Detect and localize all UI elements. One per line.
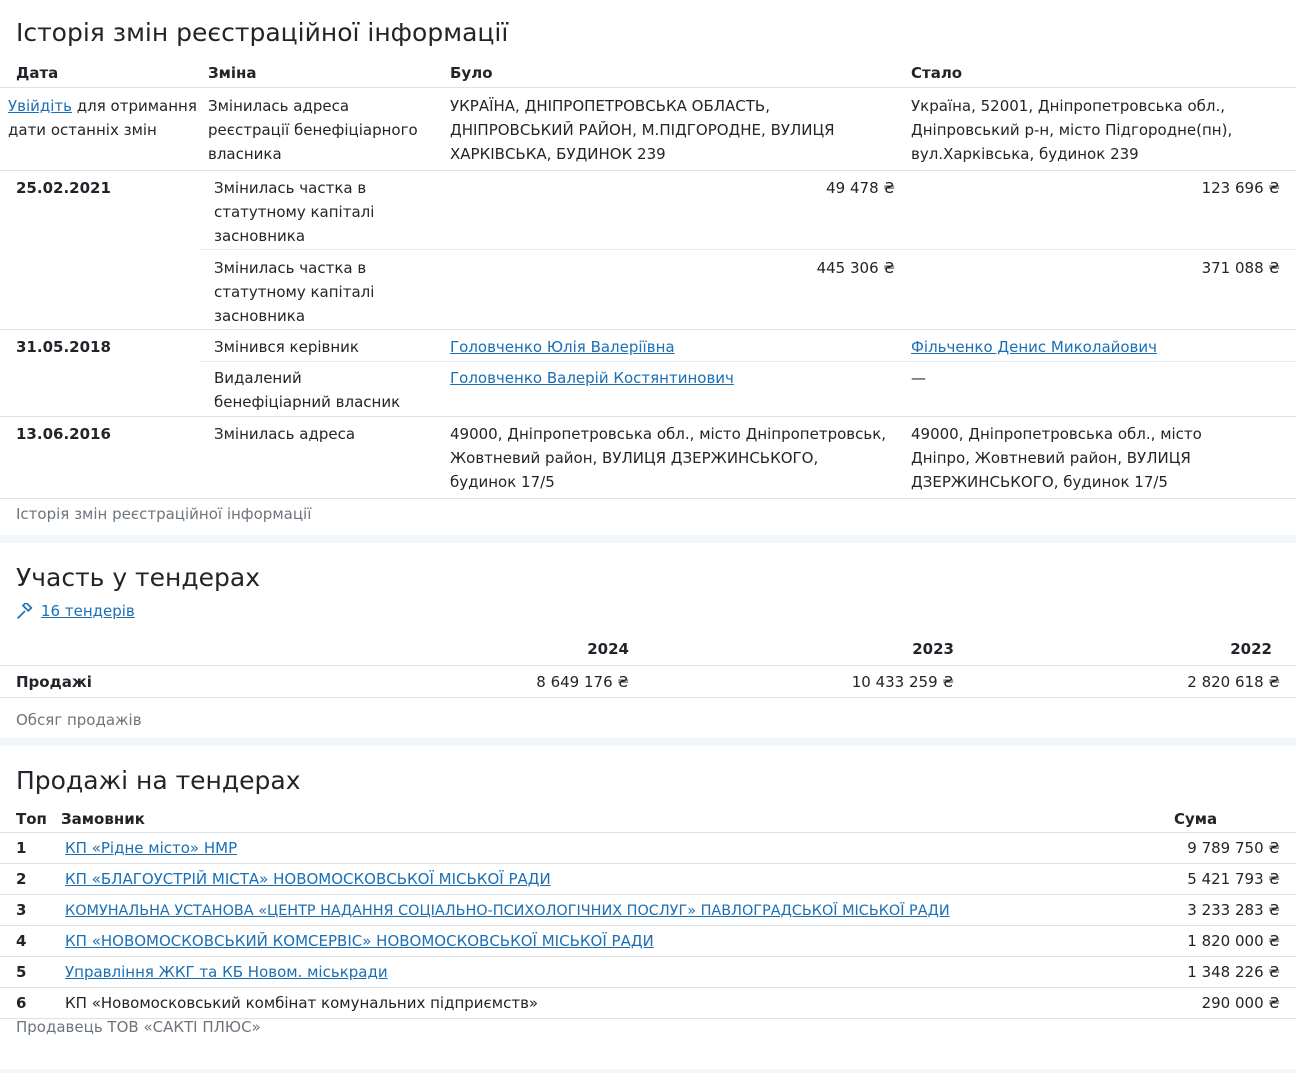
- sum: 5 421 793 ₴: [1174, 864, 1296, 895]
- tender-sales-row: [0, 988, 1296, 1019]
- rank: 3: [0, 895, 61, 926]
- customer-link[interactable]: КОМУНАЛЬНА УСТАНОВА «ЦЕНТР НАДАННЯ СОЦІАЛЬНО-ПСИХОЛОГІЧНИХ ПОСЛУГ» ПАВЛОГРАДСЬКОЇ МІСЬКОЇ РАДИ: [65, 902, 950, 919]
- date-cell: 25.02.2021: [0, 171, 200, 330]
- tender-sales-row: [0, 833, 1296, 864]
- customer-name: КП «Новомосковський комбінат комунальних підприємств»: [61, 988, 1174, 1019]
- login-hint: [0, 88, 200, 171]
- change-cell: Змінилась адреса: [200, 417, 442, 499]
- change-cell: Змінився керівник: [200, 330, 442, 362]
- change-cell: Змінилась частка в статутному капіталі засновника: [200, 250, 442, 330]
- tender-sales-table: [0, 806, 1296, 1019]
- tender-sales-caption: Продавець ТОВ «САКТІ ПЛЮС»: [16, 1018, 261, 1036]
- sum: 290 000 ₴: [1174, 988, 1296, 1019]
- history-caption: Історія змін реєстраційної інформації: [16, 505, 312, 523]
- history-row: [0, 417, 1296, 499]
- was-cell: 445 306 ₴: [442, 250, 903, 330]
- sales-2024: 8 649 176 ₴: [317, 666, 629, 698]
- sales-caption: Обсяг продажів: [16, 711, 142, 729]
- tenders-title: Участь у тендерах: [16, 563, 260, 592]
- became-cell: Україна, 52001, Дніпропетровська обл., Дніпровський р-н, місто Підгородне(пн), вул.Харківська, будинок 239: [903, 88, 1296, 171]
- became-cell: —: [903, 362, 1296, 417]
- tender-sales-card: [0, 746, 1296, 1069]
- customer-link[interactable]: КП «НОВОМОСКОВСЬКИЙ КОМСЕРВІС» НОВОМОСКОВСЬКОЇ МІСЬКОЇ РАДИ: [65, 932, 654, 950]
- date-cell: 13.06.2016: [0, 417, 200, 499]
- sales-years-table: [0, 633, 1296, 698]
- date-cell: 31.05.2018: [0, 330, 200, 417]
- became-cell: 49000, Дніпропетровська обл., місто Дніпро, Жовтневий район, ВУЛИЦЯ ДЗЕРЖИНСЬКОГО, будинок 17/5: [903, 417, 1296, 499]
- tender-sales-row: [0, 926, 1296, 957]
- year-2024: 2024: [317, 633, 629, 666]
- sales-2022: 2 820 618 ₴: [954, 666, 1296, 698]
- change-cell: Змінилась адреса реєстрації бенефіціарного власника: [200, 88, 442, 171]
- col-was: Було: [442, 62, 903, 88]
- login-hint-text: для отримання: [72, 97, 197, 115]
- became-person-link[interactable]: Фільченко Денис Миколайович: [911, 338, 1158, 356]
- became-cell: 123 696 ₴: [903, 171, 1296, 250]
- customer-link[interactable]: КП «Рідне місто» НМР: [65, 839, 238, 857]
- history-row: [0, 330, 1296, 362]
- col-sum: Сума: [1174, 806, 1296, 833]
- col-top: Топ: [0, 806, 61, 833]
- col-customer: Замовник: [61, 806, 1174, 833]
- change-cell: Видалений бенефіціарний власник: [200, 362, 442, 417]
- customer-link[interactable]: Управління ЖКГ та КБ Новом. міськради: [65, 963, 388, 981]
- customer-link[interactable]: КП «БЛАГОУСТРІЙ МІСТА» НОВОМОСКОВСЬКОЇ МІСЬКОЇ РАДИ: [65, 870, 551, 888]
- tender-sales-row: [0, 864, 1296, 895]
- was-cell: 49000, Дніпропетровська обл., місто Дніпропетровськ, Жовтневий район, ВУЛИЦЯ ДЗЕРЖИНСЬКОГО, будинок 17/5: [442, 417, 903, 499]
- was-person-link[interactable]: Головченко Валерій Костянтинович: [450, 369, 734, 387]
- was-cell: УКРАЇНА, ДНІПРОПЕТРОВСЬКА ОБЛАСТЬ, ДНІПРОВСЬКИЙ РАЙОН, М.ПІДГОРОДНЕ, ВУЛИЦЯ ХАРКІВСЬКА, БУДИНОК 239: [442, 88, 903, 171]
- history-row: [0, 171, 1296, 250]
- was-cell: 49 478 ₴: [442, 171, 903, 250]
- rank: 6: [0, 988, 61, 1019]
- was-person-link[interactable]: Головченко Юлія Валеріївна: [450, 338, 675, 356]
- tender-sales-header-row: [0, 806, 1296, 833]
- tenders-card: [0, 543, 1296, 738]
- sum: 3 233 283 ₴: [1174, 895, 1296, 926]
- rank: 1: [0, 833, 61, 864]
- history-table: [0, 62, 1296, 499]
- history-card: [0, 0, 1296, 535]
- tenders-count: [16, 602, 135, 620]
- change-cell: Змінилась частка в статутному капіталі засновника: [200, 171, 442, 250]
- col-date: Дата: [0, 62, 200, 88]
- tender-sales-row: [0, 895, 1296, 926]
- sum: 9 789 750 ₴: [1174, 833, 1296, 864]
- history-header-row: [0, 62, 1296, 88]
- sales-label: Продажі: [0, 666, 317, 698]
- tender-sales-row: [0, 957, 1296, 988]
- rank: 5: [0, 957, 61, 988]
- col-change: Зміна: [200, 62, 442, 88]
- year-2023: 2023: [629, 633, 954, 666]
- year-2022: 2022: [954, 633, 1296, 666]
- col-became: Стало: [903, 62, 1296, 88]
- became-cell: 371 088 ₴: [903, 250, 1296, 330]
- sales-2023: 10 433 259 ₴: [629, 666, 954, 698]
- history-row: [0, 88, 1296, 171]
- years-header-row: [0, 633, 1296, 666]
- sum: 1 348 226 ₴: [1174, 957, 1296, 988]
- tender-sales-title: Продажі на тендерах: [16, 766, 301, 795]
- login-hint-text-2: дати останніх змін: [8, 121, 157, 139]
- login-link[interactable]: Увійдіть: [8, 97, 73, 115]
- history-title: Історія змін реєстраційної інформації: [16, 18, 509, 47]
- sum: 1 820 000 ₴: [1174, 926, 1296, 957]
- sales-row: [0, 666, 1296, 698]
- rank: 2: [0, 864, 61, 895]
- gavel-icon: [16, 603, 33, 620]
- tenders-count-link[interactable]: 16 тендерів: [41, 602, 135, 620]
- rank: 4: [0, 926, 61, 957]
